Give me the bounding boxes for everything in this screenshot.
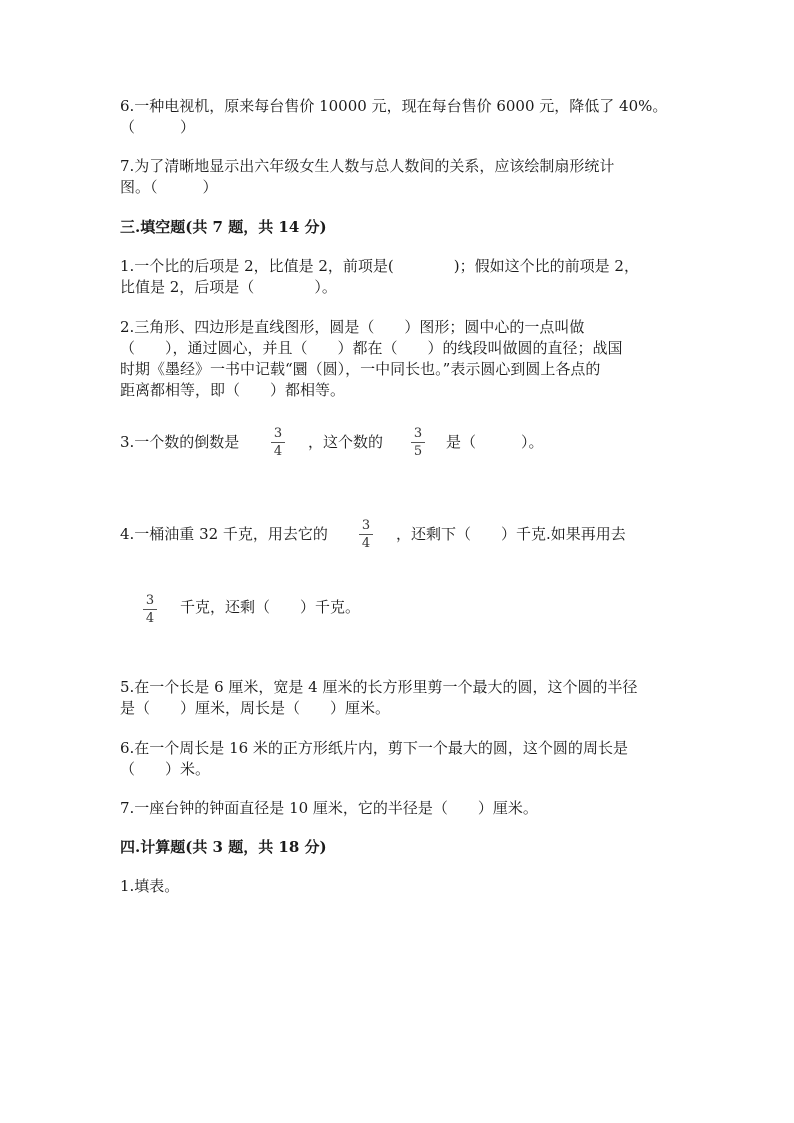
fill-q2-line2: （ ），通过圆心，并且（ ）都在（ ）的线段叫做圆的直径；战国 xyxy=(120,339,623,357)
fraction-numerator: 3 xyxy=(145,593,155,608)
fill-q4-text-b: ，还剩下（ ）千克.如果再用去 xyxy=(396,525,626,543)
fill-q3-text-b: ，这个数的 xyxy=(308,433,384,451)
fill-q1-line1: 1.一个比的后项是 2，比值是 2，前项是( )；假如这个比的前项是 2， xyxy=(120,257,639,275)
fraction-numerator: 3 xyxy=(361,518,371,533)
fill-q5-line2: 是（ ）厘米，周长是（ ）厘米。 xyxy=(120,699,391,717)
fill-q4-fraction-1 xyxy=(359,518,373,551)
fill-q2-line4: 距离都相等，即（ ）都相等。 xyxy=(120,381,346,399)
fill-q1-line2: 比值是 2，后项是（ ）。 xyxy=(120,278,337,296)
fraction-denominator: 4 xyxy=(145,611,155,626)
fill-q4-text-c: 千克，还剩（ ）千克。 xyxy=(180,598,361,616)
fraction-bar xyxy=(359,534,373,535)
section-4-heading: 四.计算题(共 3 题，共 18 分) xyxy=(120,838,327,856)
judge-q6-line1: 6.一种电视机，原来每台售价 10000 元，现在每台售价 6000 元，降低了 40%。 xyxy=(120,97,668,115)
judge-q6-line2: （ ） xyxy=(120,118,196,136)
fill-q4-fraction-2 xyxy=(143,593,157,626)
fraction-numerator: 3 xyxy=(413,426,423,441)
fraction-bar xyxy=(411,442,425,443)
fill-q3-text-a: 3.一个数的倒数是 xyxy=(120,433,240,451)
fraction-numerator: 3 xyxy=(273,426,283,441)
fraction-denominator: 5 xyxy=(413,444,423,459)
fill-q2-line3: 时期《墨经》一书中记载“圜（圆），一中同长也。”表示圆心到圆上各点的 xyxy=(120,360,601,378)
judge-q7-line1: 7.为了清晰地显示出六年级女生人数与总人数间的关系，应该绘制扇形统计 xyxy=(120,157,615,175)
judge-q7-line2: 图。（ ） xyxy=(120,178,218,196)
fraction-denominator: 4 xyxy=(273,444,283,459)
fraction-denominator: 4 xyxy=(361,536,371,551)
calc-q1: 1.填表。 xyxy=(120,877,180,895)
fill-q3-fraction-1 xyxy=(271,426,285,459)
fill-q6-line2: （ ）米。 xyxy=(120,760,211,778)
fill-q3-fraction-2 xyxy=(411,426,425,459)
fraction-bar xyxy=(271,442,285,443)
section-3-heading: 三.填空题(共 7 题，共 14 分) xyxy=(120,218,327,236)
fill-q3-text-c: 是（ ）。 xyxy=(446,433,544,451)
fill-q7-line1: 7.一座台钟的钟面直径是 10 厘米，它的半径是（ ）厘米。 xyxy=(120,799,538,817)
fraction-bar xyxy=(143,609,157,610)
fill-q6-line1: 6.在一个周长是 16 米的正方形纸片内，剪下一个最大的圆，这个圆的周长是 xyxy=(120,739,628,757)
fill-q2-line1: 2.三角形、四边形是直线图形，圆是（ ）图形；圆中心的一点叫做 xyxy=(120,318,585,336)
fill-q4-text-a: 4.一桶油重 32 千克，用去它的 xyxy=(120,525,328,543)
fill-q5-line1: 5.在一个长是 6 厘米，宽是 4 厘米的长方形里剪一个最大的圆，这个圆的半径 xyxy=(120,678,638,696)
